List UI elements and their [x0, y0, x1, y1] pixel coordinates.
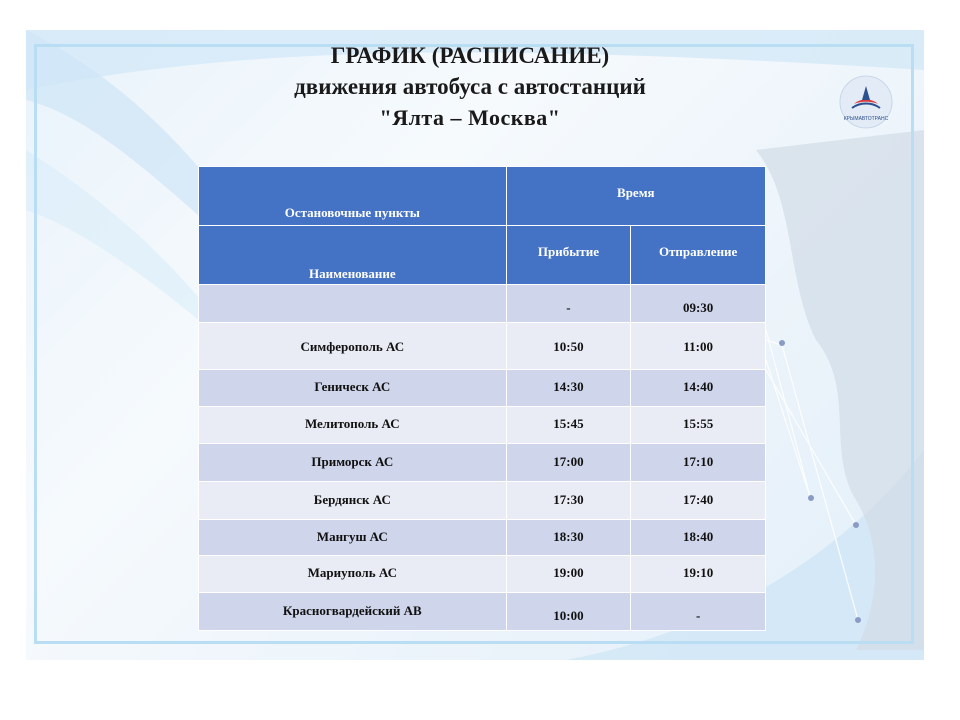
table-row — [199, 285, 766, 323]
departure-cell — [631, 285, 766, 323]
header-stops-cell — [199, 167, 507, 226]
table-row — [199, 520, 766, 556]
header-stops: Остановочные пункты — [284, 205, 420, 220]
header-time-cell — [506, 167, 765, 226]
company-logo-icon — [838, 74, 894, 130]
stop-name: Симферополь АС — [300, 339, 405, 354]
departure-time: 09:30 — [682, 299, 714, 315]
arrival-time: - — [566, 299, 571, 315]
departure-cell — [631, 482, 766, 520]
stop-name-cell — [199, 482, 507, 520]
stop-name: Мариуполь АС — [307, 565, 397, 580]
header-name: Наименование — [308, 266, 396, 281]
stop-name-cell — [199, 444, 507, 482]
arrival-cell — [506, 323, 631, 370]
page-title — [250, 40, 690, 133]
stop-name-cell — [199, 285, 507, 323]
stop-name-cell — [199, 370, 507, 407]
arrival-cell — [506, 482, 631, 520]
departure-time: 17:10 — [682, 453, 714, 469]
title-line-2: движения автобуса с автостанций — [294, 74, 646, 99]
arrival-time: 17:30 — [553, 491, 584, 507]
arrival-time: 14:30 — [553, 379, 584, 394]
table-row — [199, 407, 766, 444]
header-row-1 — [199, 167, 766, 226]
departure-time: 18:40 — [682, 528, 714, 544]
table-row — [199, 556, 766, 593]
header-departure-cell — [631, 226, 766, 285]
header-arrival-cell — [506, 226, 631, 285]
departure-time: 11:00 — [683, 339, 713, 354]
stop-name: Геническ АС — [314, 379, 391, 394]
stop-name-cell — [199, 520, 507, 556]
arrival-time: 10:00 — [553, 607, 584, 623]
schedule-table — [198, 166, 766, 631]
arrival-cell — [506, 556, 631, 593]
table-row — [199, 370, 766, 407]
departure-time: 17:40 — [682, 491, 714, 507]
arrival-cell — [506, 444, 631, 482]
arrival-cell — [506, 370, 631, 407]
stop-name-cell — [199, 407, 507, 444]
stop-name-cell — [199, 593, 507, 631]
departure-cell — [631, 556, 766, 593]
stop-name: Приморск АС — [311, 453, 394, 469]
arrival-time: 15:45 — [553, 416, 584, 431]
header-row-2 — [199, 226, 766, 285]
departure-cell — [631, 323, 766, 370]
title-line-1: ГРАФИК (РАСПИСАНИЕ) — [330, 43, 610, 68]
arrival-time: 10:50 — [553, 339, 584, 354]
stop-name: Мангуш АС — [316, 528, 388, 544]
departure-cell — [631, 444, 766, 482]
arrival-time: 17:00 — [553, 453, 584, 469]
departure-cell — [631, 407, 766, 444]
table-row — [199, 444, 766, 482]
arrival-cell — [506, 520, 631, 556]
stop-name-cell — [199, 323, 507, 370]
header-departure: Отправление — [658, 244, 738, 259]
header-name-cell — [199, 226, 507, 285]
arrival-cell — [506, 285, 631, 323]
arrival-time: 19:00 — [553, 565, 584, 580]
departure-time: 15:55 — [682, 416, 714, 431]
stop-name-cell — [199, 556, 507, 593]
title-line-3: "Ялта – Москва" — [379, 105, 561, 130]
departure-cell — [631, 593, 766, 631]
stop-name: Красногвардейский АВ — [282, 602, 422, 618]
stop-name: Бердянск АС — [313, 491, 391, 507]
arrival-cell — [506, 407, 631, 444]
header-time: Время — [617, 185, 655, 200]
stop-name: Мелитополь АС — [304, 416, 400, 431]
table-row — [199, 482, 766, 520]
logo-text: КРЫМАВТОТРАНС — [843, 116, 889, 122]
arrival-cell — [506, 593, 631, 631]
table-row — [199, 323, 766, 370]
departure-cell — [631, 370, 766, 407]
table-row — [199, 593, 766, 631]
header-arrival: Прибытие — [537, 244, 600, 259]
departure-time: 14:40 — [682, 379, 714, 394]
departure-time: - — [695, 607, 701, 623]
arrival-time: 18:30 — [553, 528, 584, 544]
departure-cell — [631, 520, 766, 556]
departure-time: 19:10 — [682, 565, 714, 580]
